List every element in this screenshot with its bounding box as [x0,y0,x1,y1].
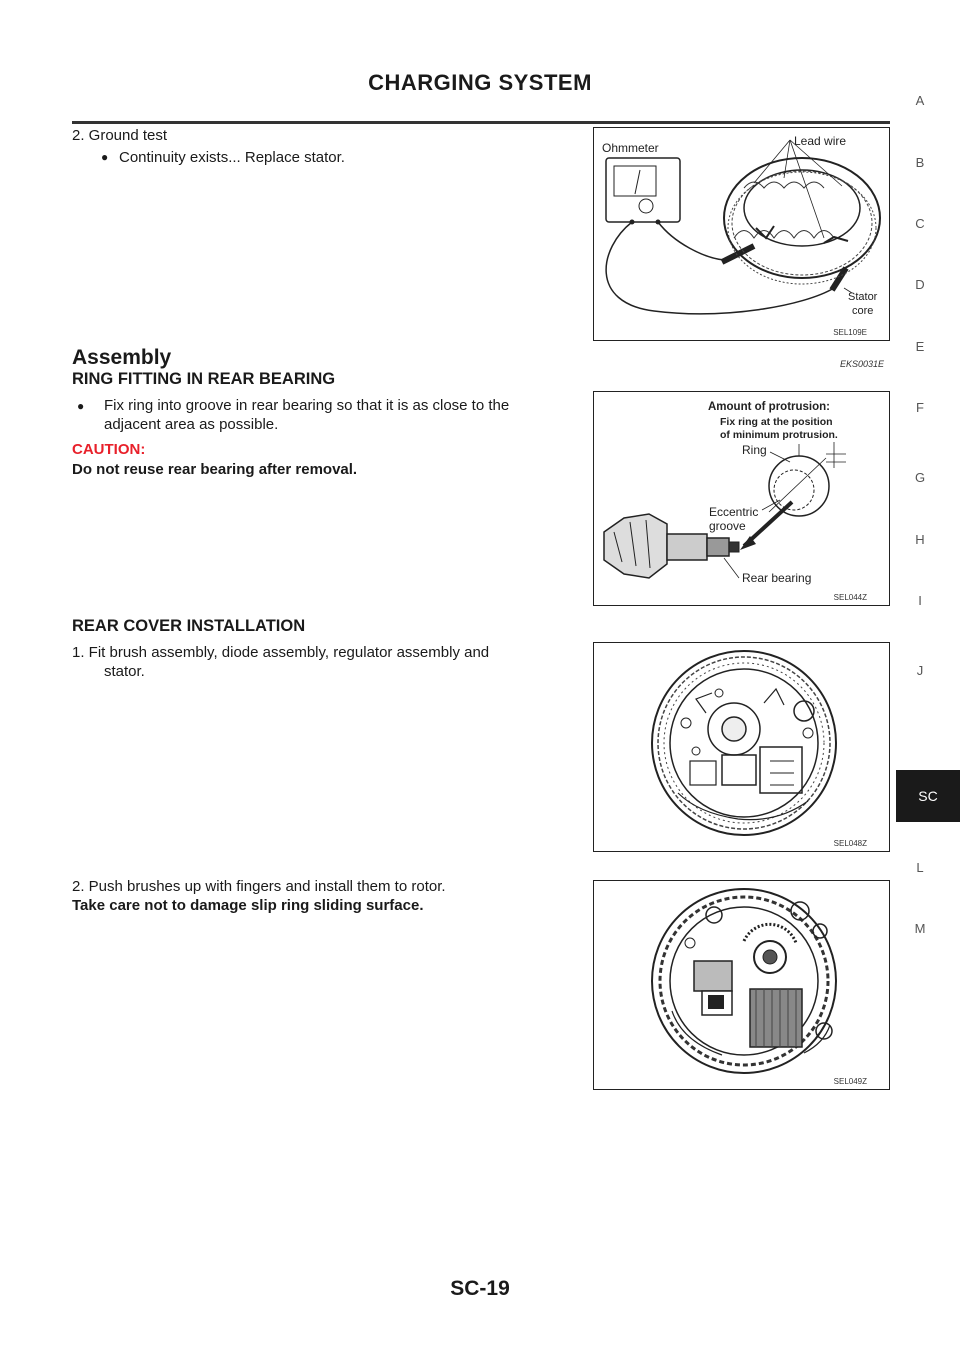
ground-test-heading: 2. Ground test [72,127,168,144]
label-ring: Ring [742,443,767,457]
ohmmeter-stator-illustration [594,128,888,339]
ring-fitting-illustration [594,392,888,604]
caution-text: Do not reuse rear bearing after removal. [72,461,358,478]
side-index-letter[interactable]: H [915,532,925,547]
figure-code: SEL109E [833,328,867,337]
side-index-letter[interactable]: D [915,277,925,292]
bullet-icon: ● [77,399,85,413]
ring-fitting-text-line2: adjacent area as possible. [104,416,279,433]
figure-ring-fitting [593,391,890,606]
figure-rear-cover-assembly [593,642,890,852]
label-eccentric: Eccentric [709,505,759,519]
side-index-letter[interactable]: E [915,339,925,354]
page-number: SC-19 [450,1277,510,1300]
figure-ohmmeter-stator [593,127,890,341]
caution-label: CAUTION: [72,441,146,458]
label-ohmmeter: Ohmmeter [602,141,659,155]
header-divider [72,121,890,124]
step-1-line1: 1. Fit brush assembly, diode assembly, regulator assembly and [72,644,490,661]
side-index-letter[interactable]: M [914,921,926,936]
label-amount-of-protrusion: Amount of protrusion: [708,401,831,413]
side-index-letter[interactable]: C [915,216,925,231]
label-fix-ring-2: of minimum protrusion. [720,429,838,441]
side-index-letter[interactable]: A [915,93,925,108]
side-index-letter[interactable]: F [916,400,924,415]
section-code: EKS0031E [840,359,885,369]
subsection-title-rear-cover: REAR COVER INSTALLATION [72,617,306,635]
ground-test-bullet: Continuity exists... Replace stator. [119,149,345,166]
rear-cover-assembly-illustration [594,643,888,850]
step-2-text: 2. Push brushes up with fingers and install them to rotor. [72,878,446,895]
side-index-letter[interactable]: G [914,470,926,485]
page-header-title: CHARGING SYSTEM [368,70,592,95]
figure-code: SEL049Z [833,1077,867,1086]
ring-fitting-text-line1: Fix ring into groove in rear bearing so that it is as close to the [104,397,510,414]
step-2-note: Take care not to damage slip ring sliding surface. [72,897,424,914]
bullet-icon: ● [101,150,109,164]
subsection-title-ring-fitting: RING FITTING IN REAR BEARING [72,370,336,388]
label-rear-bearing: Rear bearing [742,571,812,585]
figure-code: SEL048Z [833,839,867,848]
figure-brush-installation [593,880,890,1090]
side-index-letter[interactable]: I [918,593,922,608]
label-core: core [852,305,874,317]
figure-code: SEL044Z [833,593,867,602]
brush-installation-illustration [594,881,888,1088]
side-index-letter[interactable]: B [915,155,925,170]
label-stator: Stator [848,291,878,303]
side-index-active-tab[interactable]: SC [896,770,960,822]
label-lead-wire: Lead wire [794,134,847,148]
side-index-letter[interactable]: L [916,860,924,875]
label-groove: groove [709,519,746,533]
section-title-assembly: Assembly [72,346,172,369]
step-1-line2: stator. [104,663,145,680]
side-index-letter[interactable]: J [916,663,924,678]
label-fix-ring-1: Fix ring at the position [720,416,833,428]
